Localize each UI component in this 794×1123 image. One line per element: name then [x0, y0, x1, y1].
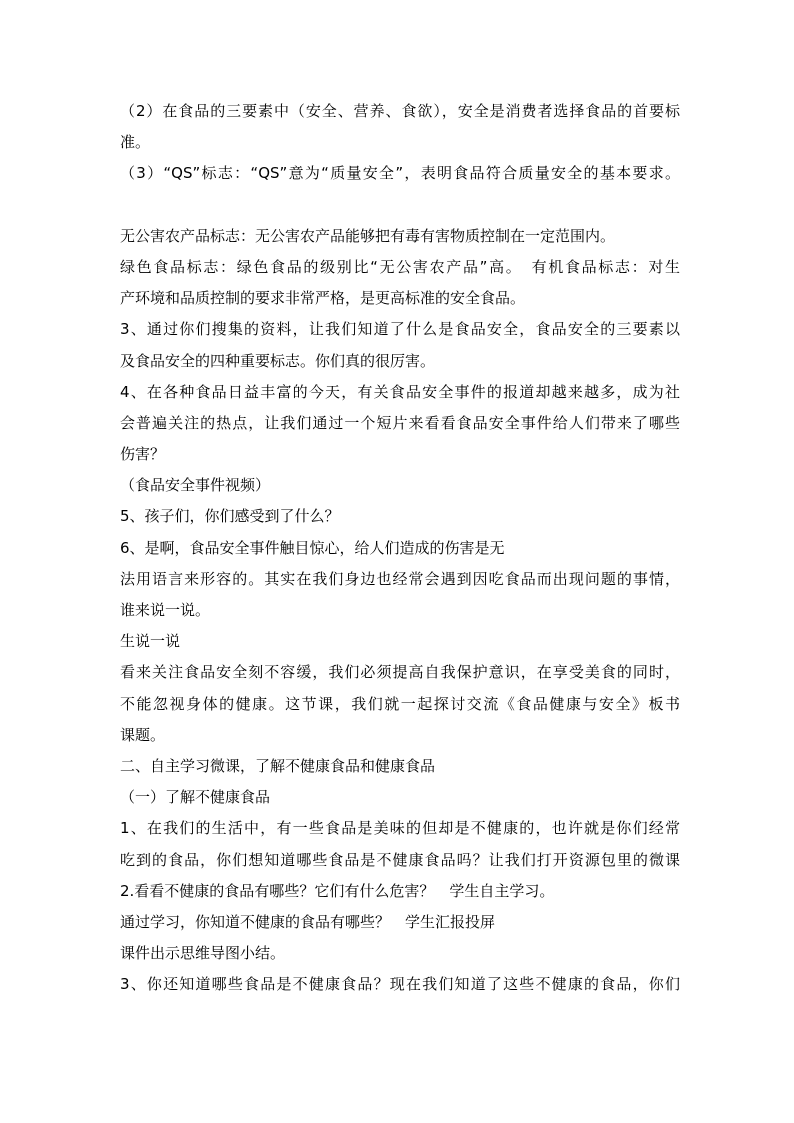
- blank-line: [120, 190, 680, 221]
- paragraph-line: 及食品安全的四种重要标志。你们真的很厉害。: [120, 351, 436, 370]
- paragraph-line: 伤害？: [120, 445, 166, 464]
- paragraph-line: 不能忽视身体的健康。这节课，我们就一起探讨交流《食品健康与安全》板书: [120, 694, 680, 713]
- paragraph-line: 3、你还知道哪些食品是不健康食品？现在我们知道了这些不健康的食品，你们: [120, 975, 680, 994]
- section-heading: 二、自主学习微课，了解不健康食品和健康食品: [120, 756, 436, 775]
- paragraph-line: 绿色食品标志：绿色食品的级别比“无公害农产品”高。 有机食品标志：对生: [120, 257, 680, 276]
- paragraph-line: 法用语言来形容的。其实在我们身边也经常会遇到因吃食品而出现问题的事情，: [120, 569, 680, 588]
- paragraph-line: 5、孩子们，你们感受到了什么？: [120, 507, 340, 526]
- paragraph-line: 通过学习，你知道不健康的食品有哪些？ 学生汇报投屏: [120, 912, 496, 931]
- paragraph-line: 2.看看不健康的食品有哪些？它们有什么危害？ 学生自主学习。: [120, 881, 555, 900]
- paragraph-line: （食品安全事件视频）: [120, 476, 271, 495]
- paragraph-line: 课件出示思维导图小结。: [120, 944, 286, 963]
- paragraph-line: 生说一说: [120, 632, 181, 651]
- paragraph-line: 1、在我们的生活中，有一些食品是美味的但却是不健康的，也许就是你们经常: [120, 819, 680, 838]
- paragraph-line: 准。: [120, 133, 151, 152]
- paragraph-line: 课题。: [120, 725, 166, 744]
- paragraph-line: 3、通过你们搜集的资料，让我们知道了什么是食品安全，食品安全的三要素以: [120, 320, 680, 339]
- document-body: [120, 96, 680, 1000]
- paragraph-line: 谁来说一说。: [120, 601, 211, 619]
- paragraph-line: 6、是啊，食品安全事件触目惊心，给人们造成的伤害是无: [120, 538, 505, 557]
- subsection-heading: （一）了解不健康食品: [120, 788, 271, 807]
- paragraph-line: 4、在各种食品日益丰富的今天，有关食品安全事件的报道却越来越多，成为社: [120, 382, 680, 401]
- paragraph-line: 看来关注食品安全刻不容缓，我们必须提高自我保护意识，在享受美食的同时，: [120, 663, 680, 682]
- paragraph-line: （2）在食品的三要素中（安全、营养、食欲），安全是消费者选择食品的首要标: [120, 102, 680, 120]
- paragraph-line: （3）“QS”标志：“QS”意为“质量安全”，表明食品符合质量安全的基本要求。: [120, 164, 680, 183]
- paragraph-line: 吃到的食品，你们想知道哪些食品是不健康食品吗？让我们打开资源包里的微课: [120, 850, 680, 869]
- paragraph-line: 会普遍关注的热点，让我们通过一个短片来看看食品安全事件给人们带来了哪些: [120, 413, 680, 432]
- paragraph-line: 产环境和品质控制的要求非常严格，是更高标准的安全食品。: [120, 289, 526, 308]
- paragraph-line: 无公害农产品标志：无公害农产品能够把有毒有害物质控制在一定范围内。: [120, 226, 616, 245]
